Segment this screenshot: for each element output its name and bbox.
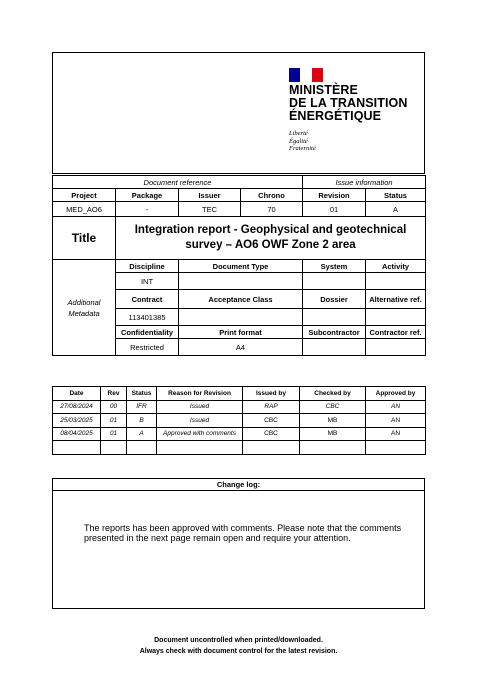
revision-row	[53, 400, 426, 414]
revision-status: IFR	[127, 400, 157, 414]
contractor-ref-value	[366, 339, 426, 356]
revision-date: 08/04/2025	[53, 427, 101, 441]
revision-number: 01	[101, 414, 127, 428]
reason-header: Reason for Revision	[157, 387, 243, 401]
ministry-line-3: ÉNERGÉTIQUE	[289, 109, 382, 123]
revision-issued-by: RAP	[243, 400, 300, 414]
system-value	[303, 273, 366, 290]
footer-line-1: Document uncontrolled when printed/downloaded.	[154, 637, 323, 644]
revision-approved-by: AN	[366, 414, 426, 428]
chrono-header: Chrono	[241, 189, 303, 202]
status-header: Status	[366, 189, 426, 202]
flag-red-band	[312, 68, 323, 82]
alternative-ref-value	[366, 309, 426, 326]
revision-row-empty	[53, 441, 426, 455]
ministry-line-2: DE LA TRANSITION	[289, 96, 408, 110]
date-header: Date	[53, 387, 101, 401]
revision-header: Revision	[303, 189, 366, 202]
status-header: Status	[127, 387, 157, 401]
contractor-ref-header: Contractor ref.	[366, 326, 426, 339]
activity-value	[366, 273, 426, 290]
dossier-value	[303, 309, 366, 326]
print-format-value: A4	[179, 339, 303, 356]
revision-checked-by: MB	[300, 427, 366, 441]
reference-group-row	[53, 176, 426, 189]
checked-by-header: Checked by	[300, 387, 366, 401]
motto-fraternite: Fraternité	[289, 145, 316, 152]
revision-reason: Issued	[157, 400, 243, 414]
additional-metadata-label: Additional Metadata	[53, 260, 116, 356]
confidentiality-header: Confidentiality	[116, 326, 179, 339]
revision-number	[101, 441, 127, 455]
motto-egalite: Égalité	[289, 137, 308, 145]
issuer-value: TEC	[179, 202, 241, 217]
revision-value: 01	[303, 202, 366, 217]
revision-row	[53, 414, 426, 428]
ministry-logo	[289, 68, 419, 158]
revision-date	[53, 441, 101, 455]
revision-header-row	[53, 387, 426, 401]
contract-value: 113401385	[116, 309, 179, 326]
change-log-title: Change log:	[53, 479, 424, 491]
issue-information-group: Issue information	[303, 176, 426, 189]
revision-checked-by	[300, 441, 366, 455]
package-value: -	[116, 202, 179, 217]
document-reference-table	[52, 175, 426, 356]
footer-line-2: Always check with document control for the latest revision.	[139, 647, 338, 655]
french-flag-icon	[289, 68, 323, 82]
revision-date: 25/03/2025	[53, 414, 101, 428]
status-value: A	[366, 202, 426, 217]
revision-row	[53, 427, 426, 441]
change-log-box	[52, 478, 425, 609]
revision-issued-by: CBC	[243, 414, 300, 428]
title-label: Title	[53, 217, 116, 260]
ministry-line-1: MINISTÈRE	[289, 83, 358, 97]
flag-blue-band	[289, 68, 300, 82]
revision-checked-by: MB	[300, 414, 366, 428]
reference-value-row	[53, 202, 426, 217]
activity-header: Activity	[366, 260, 426, 273]
motto-liberte: Liberté	[289, 130, 308, 137]
project-value: MED_AO6	[53, 202, 116, 217]
revision-status: B	[127, 414, 157, 428]
revision-status: A	[127, 427, 157, 441]
alternative-ref-header: Alternative ref.	[366, 290, 426, 309]
project-header: Project	[53, 189, 116, 202]
print-format-header: Print format	[179, 326, 303, 339]
document-reference-group: Document reference	[53, 176, 303, 189]
revision-number: 01	[101, 427, 127, 441]
acceptance-class-value	[179, 309, 303, 326]
document-type-header: Document Type	[179, 260, 303, 273]
change-log-text: The reports has been approved with comments. Please note that the comments presented in the next page remain open and require your attention.	[84, 523, 402, 543]
revision-reason: Approved with comments	[157, 427, 243, 441]
republic-motto	[289, 130, 316, 153]
reference-header-row	[53, 189, 426, 202]
document-type-value	[179, 273, 303, 290]
revision-approved-by: AN	[366, 400, 426, 414]
system-header: System	[303, 260, 366, 273]
revision-reason	[157, 441, 243, 455]
revision-approved-by	[366, 441, 426, 455]
dossier-header: Dossier	[303, 290, 366, 309]
revision-issued-by	[243, 441, 300, 455]
subcontractor-header: Subcontractor	[303, 326, 366, 339]
rev-header: Rev	[101, 387, 127, 401]
subcontractor-value	[303, 339, 366, 356]
ministry-name	[289, 84, 408, 123]
revision-number: 00	[101, 400, 127, 414]
revision-issued-by: CBC	[243, 427, 300, 441]
package-header: Package	[116, 189, 179, 202]
document-footer	[52, 636, 425, 657]
issuer-header: Issuer	[179, 189, 241, 202]
issued-by-header: Issued by	[243, 387, 300, 401]
contract-header: Contract	[116, 290, 179, 309]
confidentiality-value: Restricted	[116, 339, 179, 356]
revision-reason: Issued	[157, 414, 243, 428]
chrono-value: 70	[241, 202, 303, 217]
revision-status	[127, 441, 157, 455]
metadata-row-1-headers	[53, 260, 426, 273]
acceptance-class-header: Acceptance Class	[179, 290, 303, 309]
approved-by-header: Approved by	[366, 387, 426, 401]
discipline-value: INT	[116, 273, 179, 290]
revision-checked-by: CBC	[300, 400, 366, 414]
flag-white-band	[300, 68, 311, 82]
revision-approved-by: AN	[366, 427, 426, 441]
title-row	[53, 217, 426, 260]
discipline-header: Discipline	[116, 260, 179, 273]
revision-date: 27/08/2024	[53, 400, 101, 414]
revision-history-table	[52, 386, 426, 455]
document-title: Integration report - Geophysical and geotechnical survey – AO6 OWF Zone 2 area	[116, 217, 426, 260]
